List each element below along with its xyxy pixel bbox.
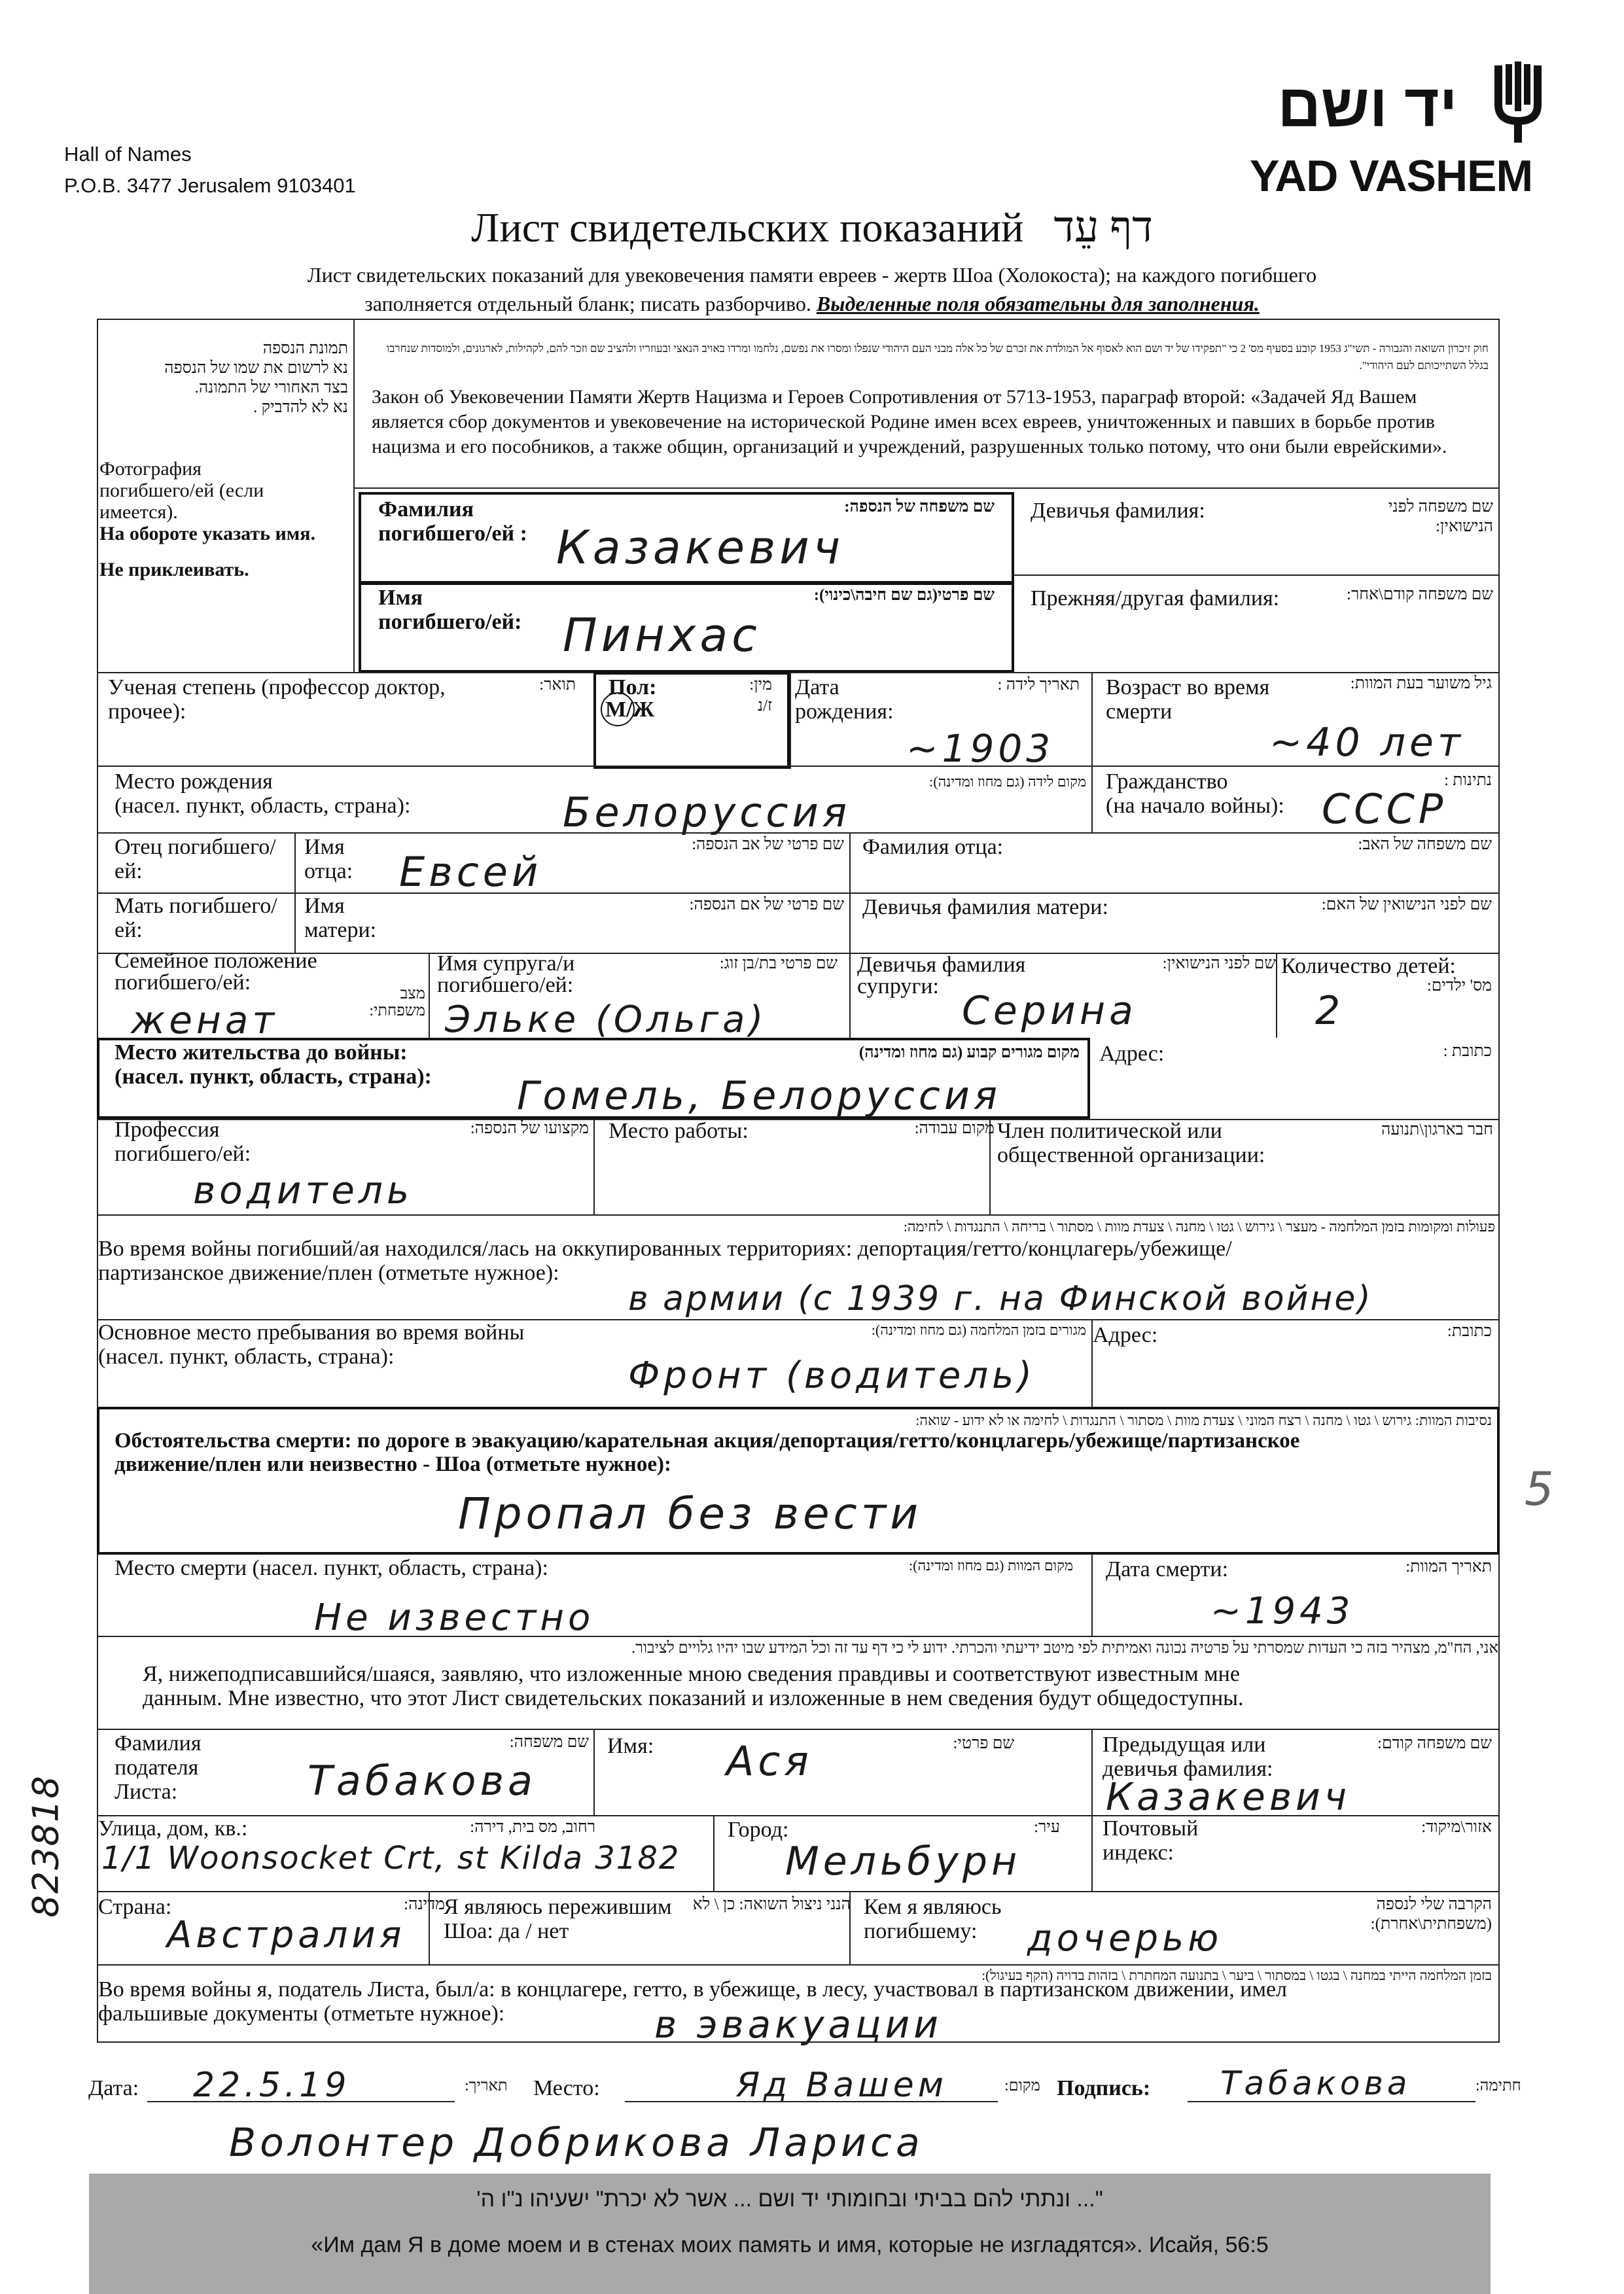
relation-value: дочерью	[1027, 1917, 1223, 1960]
death-place-value: Не известно	[314, 1597, 595, 1639]
yad-vashem-logo	[1243, 59, 1544, 203]
former-name-label: Прежняя/другая фамилия:	[1031, 586, 1280, 610]
degree-label: Ученая степень (профессор доктор, прочее):	[108, 675, 446, 724]
war-status-value: в армии (с 1939 г. на Финской войне)	[628, 1279, 1373, 1318]
photo-hebrew-note: תמונת הנספה נא לרשום את שמו של הנספה בצד האחורי של התמונה. נא לא להדביק .	[164, 340, 348, 416]
intro-emphasis: Выделенные поля обязательны для заполнения.	[816, 292, 1260, 315]
death-date-value: ~1943	[1210, 1590, 1354, 1632]
maiden-name-label: Девичья фамилия:	[1031, 499, 1205, 523]
intro-text	[0, 260, 1624, 318]
marital-label: Семейное положение погибшего/ей:	[115, 949, 317, 995]
right-margin-mark: 5	[1525, 1462, 1558, 1516]
survivor-label: Я являюсь пережившим Шоа: да / нет	[444, 1895, 672, 1943]
sex-circle-mark	[601, 692, 635, 726]
signature-row: Дата: 22.5.19 תאריך: Место: Яд Вашем מקום: Подпись: Табакова חתימה:	[88, 2064, 1521, 2105]
country-label: Страна:	[98, 1895, 172, 1919]
country-value: Австралия	[167, 1914, 406, 1956]
submitter-surname-value: Табакова	[308, 1757, 537, 1805]
surname-value: Казакевич	[556, 521, 845, 574]
city-value: Мельбурн	[785, 1839, 1021, 1884]
submitter-name-label: Имя:	[607, 1734, 654, 1758]
law-hebrew: חוק זיכרון השואה והגבורה - תשי"ג 1953 קובע בסעיף מס' 2 כי "תפקידו של יד ושם הוא לאסוף אל המולדת את זכרם של כל אלה מבני העם היהודי שנפלו ומסרו את נפשם, נלחמו ומרדו באויב הנאצי ובעוזריו ולהציב שם וזכר להם, לקהילות, לארגונים, ולמוסדות שנחרבו בגלל השתייכותם לעם היהודי".	[386, 342, 1489, 372]
date-value: 22.5.19	[193, 2066, 351, 2105]
intro-line2: заполняется отдельный бланк; писать разборчиво.	[364, 292, 811, 315]
sign-label: Подпись:	[1057, 2076, 1151, 2100]
residence-value: Гомель, Белоруссия	[517, 1073, 1001, 1119]
declaration-hebrew: אני, הח"מ, מצהיר בזה כי העדות שמסרתי על פרטיה נכונה ואמיתית לפי מיטב ידיעתי והכרתי. ידוע לי כי דף עד זה וכל המידע שבו יהיו גלויים לציבור.	[631, 1640, 1498, 1657]
profession-value: водитель	[193, 1168, 414, 1212]
photo-note: На обороте указать имя.	[99, 523, 315, 544]
declaration-line2: данным. Мне известно, что этот Лист свидетельских показаний и изложенные в нем сведения будут общедоступны.	[143, 1686, 1244, 1710]
war-address-label: Адрес:	[1093, 1323, 1158, 1347]
given-name-value: Пинхас	[563, 609, 761, 662]
logo-hebrew: יד ושם	[1277, 73, 1458, 139]
page-title: Лист свидетельских показаний	[471, 204, 1024, 251]
prev-name-label: Предыдущая или девичья фамилия:	[1103, 1733, 1273, 1781]
street-value: 1/1 Woonsocket Crt, st Kilda 3182	[101, 1840, 680, 1877]
declaration-line1: Я, нижеподписавшийся/шаяся, заявляю, что изложенные мною сведения правдивы и соответствуют известным мне	[143, 1662, 1240, 1686]
relation-label: Кем я являюсь погибшему:	[864, 1895, 1002, 1943]
death-date-label: Дата смерти:	[1106, 1557, 1229, 1581]
birthplace-value: Белоруссия	[563, 788, 851, 836]
citizenship-value: СССР	[1322, 785, 1447, 833]
birthdate-value: ~1903	[906, 726, 1055, 771]
spouse-name-value: Эльке (Ольга)	[445, 998, 768, 1041]
zip-label: Почтовый индекс:	[1103, 1816, 1199, 1865]
left-margin-number: 823818	[25, 1774, 67, 1918]
father-name-value: Евсей	[399, 848, 542, 896]
prev-name-value: Казакевич	[1106, 1774, 1350, 1819]
war-status-hebrew: פעולות ומקומות בזמן המלחמה - מעצר \ גירוש \ גטו \ מחנה \ צעדת מוות \ מסתור \ בריחה \ התנגדות \ לחימה:	[903, 1218, 1495, 1235]
war-place-value: Фронт (водитель)	[628, 1354, 1036, 1397]
logo-latin: YAD VASHEM	[1250, 151, 1533, 201]
mother-maiden-label: Девичья фамилия матери:	[862, 895, 1108, 919]
org-address	[64, 139, 356, 202]
marital-value: женат	[131, 998, 279, 1042]
profession-label: Профессия погибшего/ей:	[115, 1118, 251, 1166]
volunteer-note: Волонтер Добрикова Лариса	[229, 2120, 924, 2166]
mother-label: Мать погибшего/ей:	[115, 894, 277, 942]
page-title-row	[0, 203, 1624, 253]
city-label: Город:	[728, 1818, 789, 1842]
war-activity-hebrew: בזמן המלחמה הייתי במחנה \ בגטו \ במסתור \ ביער \ בתנועה המחתרת \ בזהות בדויה (הקף בעיגול):	[981, 1968, 1492, 1983]
law-russian: Закон об Увековечении Памяти Жертв Нацизма и Героев Сопротивления от 5713-1953, параграф второй: «Задачей Яд Вашем является сбор документов и увековечение на исторической Родине имен всех евреев, уничтоженных и павших в борьбе против нацизма и его пособников, а также общин, организаций и учреждений, разрушенных только потому, что они были еврейскими».	[372, 386, 1447, 457]
death-circ-hebrew: נסיבות המוות: גירוש \ גטו \ מחנה \ רצח המוני \ צעדת מוות \ מסתור \ התנגדות \ לחימה או לא ידוע - שואה:	[915, 1412, 1492, 1428]
org-line1: Hall of Names	[64, 143, 192, 166]
father-surname-label: Фамилия отца:	[862, 835, 1004, 859]
age-label: Возраст во время смерти	[1106, 675, 1270, 724]
footer-hebrew: "... ונתתי להם בביתי ובחומותי יד ושם ... אשר לא יכרת" ישעיהו נ"ו ה'	[476, 2187, 1103, 2212]
footer-russian: «Им дам Я в доме моем и в стенах моих память и имя, которые не изгладятся». Исайя, 56:5	[311, 2232, 1269, 2257]
street-label: Улица, дом, кв.:	[98, 1816, 248, 1841]
father-label: Отец погибшего/ей:	[115, 835, 276, 883]
signature-value: Табакова	[1220, 2064, 1411, 2102]
children-label: Количество детей:	[1281, 954, 1456, 978]
workplace-label: Место работы:	[609, 1119, 749, 1143]
father-name-label: Имя отца:	[304, 835, 353, 883]
menorah-hand-icon	[1492, 59, 1544, 144]
sex-options: М/Ж	[605, 697, 655, 722]
death-place-label: Место смерти (насел. пункт, область, страна):	[115, 1556, 548, 1580]
footer-banner	[89, 2174, 1491, 2294]
page-title-hebrew: דף עֵד	[1053, 203, 1153, 251]
org-line2: P.O.B. 3477 Jerusalem 9103401	[64, 174, 356, 197]
photo-no-glue: Не приклеивать.	[99, 559, 249, 580]
spouse-name-label: Имя супруга/и погибшего/ей:	[437, 951, 575, 997]
intro-line1: Лист свидетельских показаний для увековечения памяти евреев - жертв Шоа (Холокоста); на каждого погибшего	[307, 263, 1317, 287]
submitter-name-value: Ася	[726, 1737, 813, 1785]
date-label: Дата:	[88, 2076, 139, 2100]
place-value: Яд Вашем	[736, 2066, 947, 2105]
war-activity-value: в эвакуации	[654, 2002, 942, 2047]
spouse-maiden-value: Серина	[962, 988, 1137, 1034]
address-label: Адрес:	[1099, 1042, 1165, 1066]
age-value: ~40 лет	[1269, 720, 1464, 766]
birthdate-label: Дата рождения:	[795, 675, 894, 724]
death-circ-value: Пропал без вести	[458, 1489, 923, 1539]
mother-name-label: Имя матери:	[304, 894, 377, 942]
membership-label: Член политической или общественной организации:	[997, 1119, 1265, 1167]
photo-label: Фотография	[99, 458, 202, 480]
spouse-maiden-label: Девичья фамилия супруги:	[857, 953, 1026, 998]
children-value: 2	[1315, 988, 1345, 1034]
war-place-label: Основное место пребывания во время войны (насел. пункт, область, страна):	[98, 1320, 525, 1369]
photo-box[interactable]: Фотография погибшего/ей (если имеется). На обороте указать имя. Не приклеивать.	[99, 458, 351, 580]
place-label: Место:	[533, 2076, 600, 2100]
submitter-surname-label: Фамилия подателя Листа:	[115, 1731, 202, 1804]
